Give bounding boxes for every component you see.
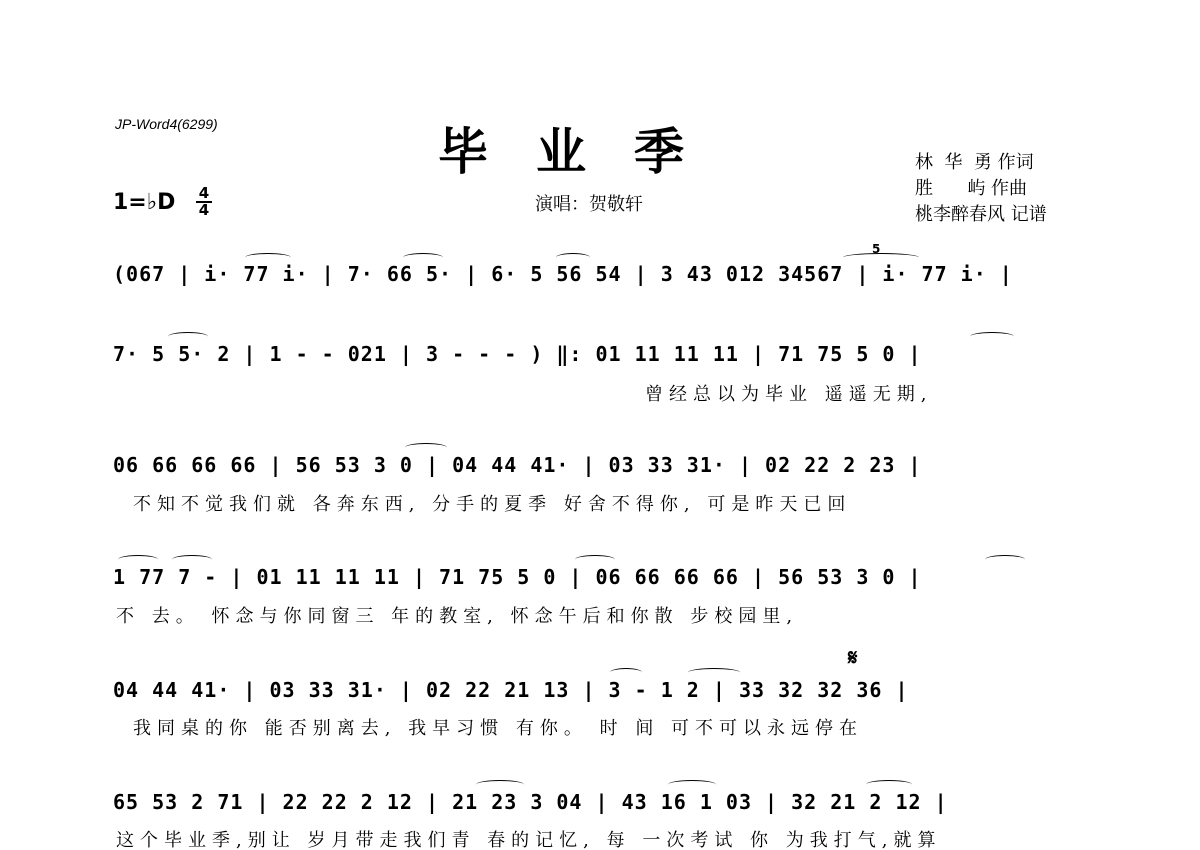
lyrics-row-5: 我同桌的你 能否别离去, 我早习惯 有你。 时 间 可不可以永远停在: [133, 718, 864, 739]
notation-row-3: 06 66 66 66 | 56 53 3 0 | 04 44 41· | 03 33 31· | 02 22 2 23 |: [113, 453, 922, 477]
lyrics-row-6: 这个毕业季,别让 岁月带走我们青 春的记忆, 每 一次考试 你 为我打气,就算: [116, 830, 942, 850]
notation-row-2: 7· 5 5· 2 | 1 - - 021 | 3 - - - ) ‖: 01 11 11 11 | 71 75 5 0 |: [113, 342, 922, 366]
slur-mark: [985, 555, 1025, 564]
lyrics-row-4: 不 去。 怀念与你同窗三 年的教室, 怀念午后和你散 步校园里,: [116, 606, 799, 627]
slur-mark: [688, 668, 740, 677]
key-signature: 1=♭D: [113, 190, 176, 215]
transcriber-credit: 桃李醉春风 记谱: [915, 204, 1047, 225]
slur-mark: [610, 668, 642, 677]
slur-mark: [668, 780, 716, 789]
composer-credit: 胜 屿 作曲: [915, 178, 1028, 199]
slur-mark: [245, 253, 291, 262]
notation-row-6: 65 53 2 71 | 22 22 2 12 | 21 23 3 04 | 43 16 1 03 | 32 21 2 12 |: [113, 790, 948, 814]
slur-mark: [118, 555, 158, 564]
time-signature-bottom: 4: [198, 201, 210, 219]
slur-mark: [575, 555, 615, 564]
lyricist-credit: 林 华 勇 作词: [915, 152, 1034, 173]
notation-row-5: 04 44 41· | 03 33 31· | 02 22 21 13 | 3 - 1 2 | 33 32 32 36 |: [113, 678, 909, 702]
slur-mark: [403, 253, 443, 262]
time-signature: [195, 186, 213, 218]
tuplet-marker: 5: [872, 242, 881, 256]
lyrics-row-2: 曾经总以为毕业 遥遥无期,: [645, 384, 933, 405]
credits-block: [915, 150, 1047, 228]
slur-mark: [866, 780, 912, 789]
singer-credit: 演唱：贺敬轩: [535, 194, 643, 215]
segno-sign: 𝄋: [848, 646, 858, 671]
notation-row-1: (067 | i· 77 i· | 7· 66 5· | 6· 5 56 54 | 3 43 012 34567 | i· 77 i· |: [113, 262, 1013, 286]
notation-row-4: 1 77 7 - | 01 11 11 11 | 71 75 5 0 | 06 66 66 66 | 56 53 3 0 |: [113, 565, 922, 589]
source-label: JP-Word4(6299): [115, 116, 218, 132]
slur-mark: [168, 332, 208, 341]
slur-mark: [556, 253, 590, 262]
lyrics-row-3: 不知不觉我们就 各奔东西, 分手的夏季 好舍不得你, 可是昨天已回: [133, 494, 852, 515]
slur-mark: [970, 332, 1014, 341]
song-title: 毕业季: [438, 122, 732, 181]
slur-mark: [172, 555, 212, 564]
slur-mark: [476, 780, 524, 789]
time-signature-top: 4: [198, 184, 210, 202]
slur-mark: [405, 443, 447, 452]
tuplet-slur: [843, 253, 919, 262]
